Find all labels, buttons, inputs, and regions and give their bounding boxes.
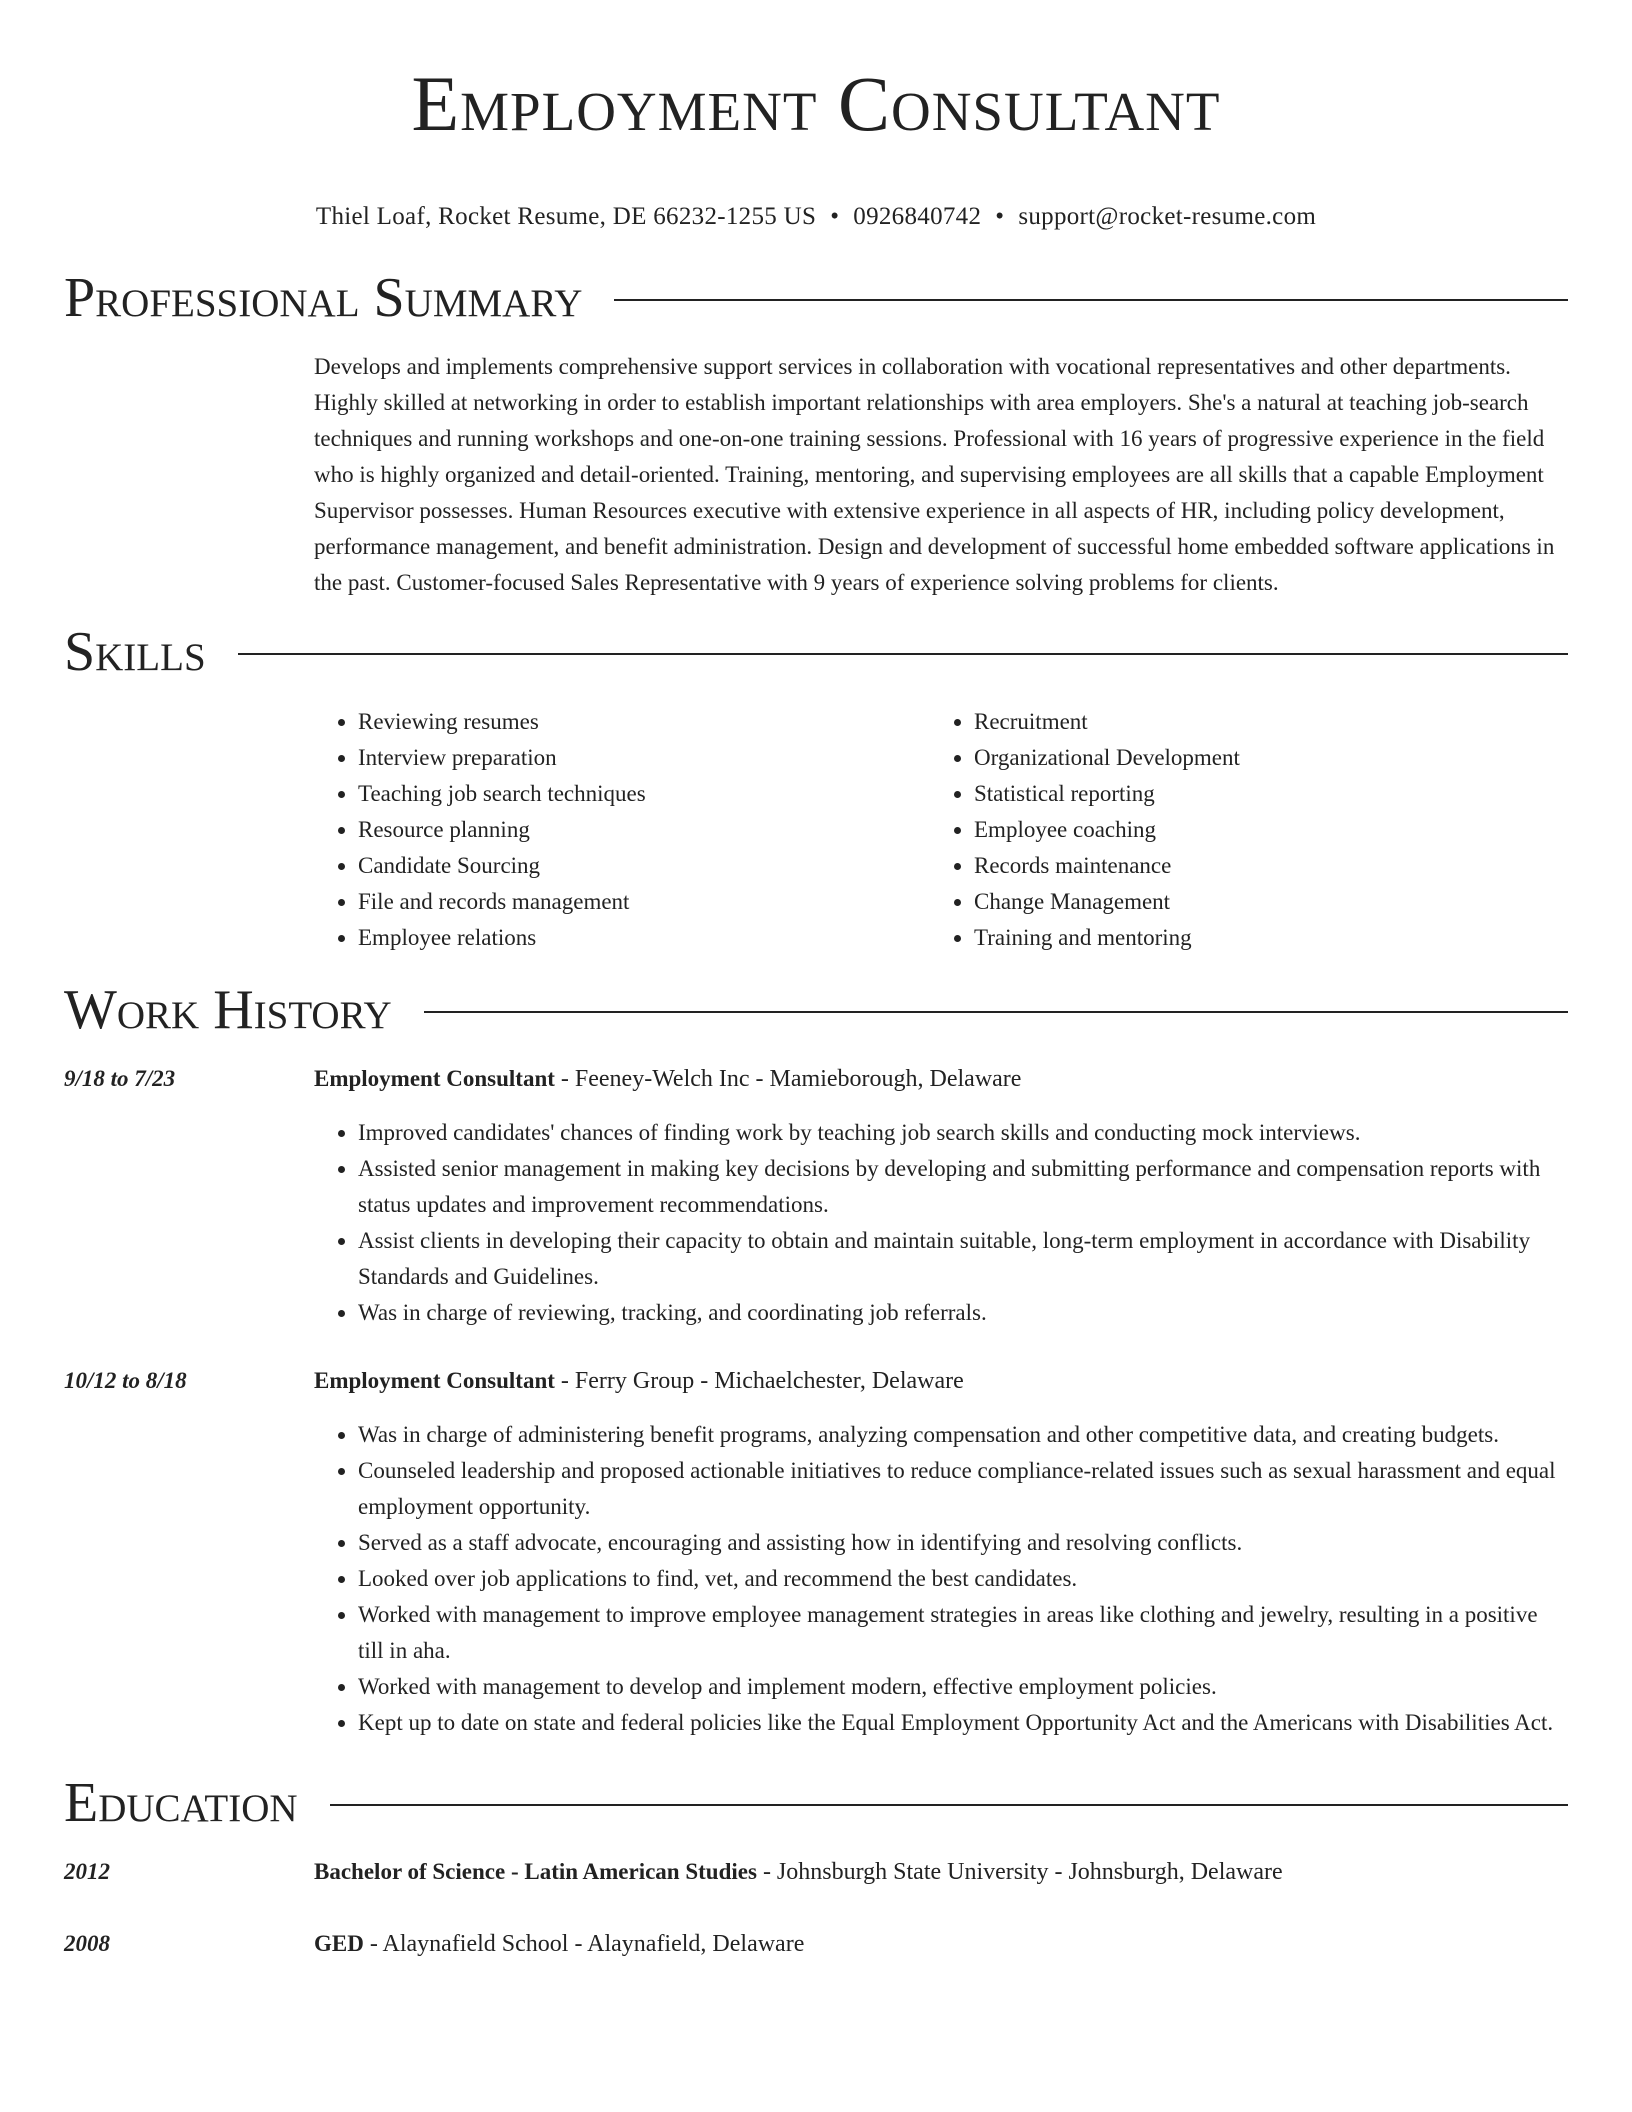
job-entry — [64, 1061, 1568, 1331]
skill-item: • Employee relations — [358, 920, 930, 956]
job-employer: - Feeney-Welch Inc - Mamieborough, Delaware — [554, 1066, 1022, 1093]
job-dates: 10/12 to 8/18 — [64, 1368, 187, 1394]
phone: 0926840742 — [853, 203, 982, 231]
skills-columns — [314, 704, 1568, 956]
job-title-line — [314, 1061, 1021, 1097]
education-line — [314, 1854, 1283, 1890]
job-bullet: • Counseled leadership and proposed actionable initiatives to reduce compliance-related issues such as sexual harassment and equal employment opportunity. — [358, 1453, 1568, 1525]
education-school: - Alaynafield School - Alaynafield, Delaware — [363, 1931, 805, 1958]
section-divider — [330, 1804, 1568, 1806]
contact-line — [64, 202, 1568, 232]
work-history-header — [64, 978, 1568, 1042]
job-bullets — [314, 1417, 1568, 1741]
skill-item: • Training and mentoring — [974, 920, 1546, 956]
resume-page — [64, 0, 1568, 1962]
job-entry — [64, 1363, 1568, 1741]
skill-item: • Organizational Development — [974, 740, 1546, 776]
education-degree: GED — [314, 1931, 364, 1957]
work-history-section — [64, 978, 1568, 1741]
job-title: Employment Consultant — [314, 1368, 555, 1394]
education-year: 2008 — [64, 1931, 110, 1957]
job-bullet: • Worked with management to improve employee management strategies in areas like clothing and jewelry, resulting in a positive till in aha. — [358, 1597, 1568, 1669]
education-header — [64, 1771, 1568, 1835]
skill-item: • Reviewing resumes — [358, 704, 930, 740]
section-divider — [614, 299, 1568, 301]
job-header — [64, 1061, 1568, 1097]
skills-column-left — [314, 704, 930, 956]
skill-item: • Records maintenance — [974, 848, 1546, 884]
education-entry — [64, 1854, 1568, 1890]
skill-item: • File and records management — [358, 884, 930, 920]
skills-section — [64, 620, 1568, 956]
job-title: Employment Consultant — [314, 1066, 555, 1092]
skills-column-right — [930, 704, 1546, 956]
separator-dot: • — [995, 203, 1005, 231]
skills-heading: Skills — [64, 621, 206, 684]
skill-item: • Teaching job search techniques — [358, 776, 930, 812]
skills-list-left — [314, 704, 930, 956]
summary-section — [64, 266, 1568, 601]
job-bullet: • Looked over job applications to find, vet, and recommend the best candidates. — [358, 1561, 1568, 1597]
skill-item: • Resource planning — [358, 812, 930, 848]
summary-text: Develops and implements comprehensive support services in collaboration with vocational representatives and other departments. Highly skilled at networking in order to establish important relationships with area employers. She's a natural at teaching job-search techniques and running workshops and one-on-one training sessions. Professional with 16 years of progressive experience in the field who is highly organized and detail-oriented. Training, mentoring, and supervising employees are all skills that a capable Employment Supervisor possesses. Human Resources executive with extensive experience in all aspects of HR, including policy development, performance management, and benefit administration. Design and development of successful home embedded software applications in the past. Customer-focused Sales Representative with 9 years of experience solving problems for clients. — [314, 354, 1555, 596]
section-divider — [238, 653, 1568, 655]
section-divider — [424, 1011, 1568, 1013]
education-section — [64, 1771, 1568, 1962]
job-bullet: • Was in charge of reviewing, tracking, and coordinating job referrals. — [358, 1295, 1568, 1331]
job-bullet: • Assisted senior management in making key decisions by developing and submitting performance and compensation reports with status updates and improvement recommendations. — [358, 1151, 1568, 1223]
job-title-line — [314, 1363, 964, 1399]
skill-item: • Statistical reporting — [974, 776, 1546, 812]
job-bullet: • Served as a staff advocate, encouraging and assisting how in identifying and resolving conflicts. — [358, 1525, 1568, 1561]
job-header — [64, 1363, 1568, 1399]
job-bullet: • Was in charge of administering benefit programs, analyzing compensation and other competitive data, and creating budgets. — [358, 1417, 1568, 1453]
job-bullet: • Improved candidates' chances of finding work by teaching job search skills and conducting mock interviews. — [358, 1115, 1568, 1151]
skills-header — [64, 620, 1568, 684]
skill-item: • Recruitment — [974, 704, 1546, 740]
work-history-heading: Work History — [64, 979, 392, 1042]
education-degree: Bachelor of Science - Latin American Studies — [314, 1859, 757, 1885]
education-year: 2012 — [64, 1859, 110, 1885]
skill-item: • Candidate Sourcing — [358, 848, 930, 884]
summary-header — [64, 266, 1568, 330]
summary-heading: Professional Summary — [64, 267, 583, 330]
job-dates: 9/18 to 7/23 — [64, 1066, 176, 1092]
education-heading: Education — [64, 1772, 298, 1835]
job-bullet: • Kept up to date on state and federal policies like the Equal Employment Opportunity Act and the Americans with Disabilities Act. — [358, 1705, 1568, 1741]
job-bullets — [314, 1115, 1568, 1331]
job-bullet: • Assist clients in developing their capacity to obtain and maintain suitable, long-term employment in accordance with Disability Standards and Guidelines. — [358, 1223, 1568, 1295]
education-school: - Johnsburgh State University - Johnsburgh, Delaware — [756, 1859, 1283, 1886]
skill-item: • Change Management — [974, 884, 1546, 920]
job-employer: - Ferry Group - Michaelchester, Delaware — [554, 1368, 964, 1395]
candidate-name: Employment Consultant — [411, 60, 1221, 147]
education-line — [314, 1926, 804, 1962]
job-bullet: • Worked with management to develop and implement modern, effective employment policies. — [358, 1669, 1568, 1705]
address: Thiel Loaf, Rocket Resume, DE 66232-1255 US — [315, 203, 817, 231]
email-link[interactable]: support@rocket-resume.com — [1018, 203, 1317, 231]
separator-dot: • — [830, 203, 840, 231]
skill-item: • Interview preparation — [358, 740, 930, 776]
skill-item: • Employee coaching — [974, 812, 1546, 848]
education-entry — [64, 1926, 1568, 1962]
skills-list-right — [930, 704, 1546, 956]
